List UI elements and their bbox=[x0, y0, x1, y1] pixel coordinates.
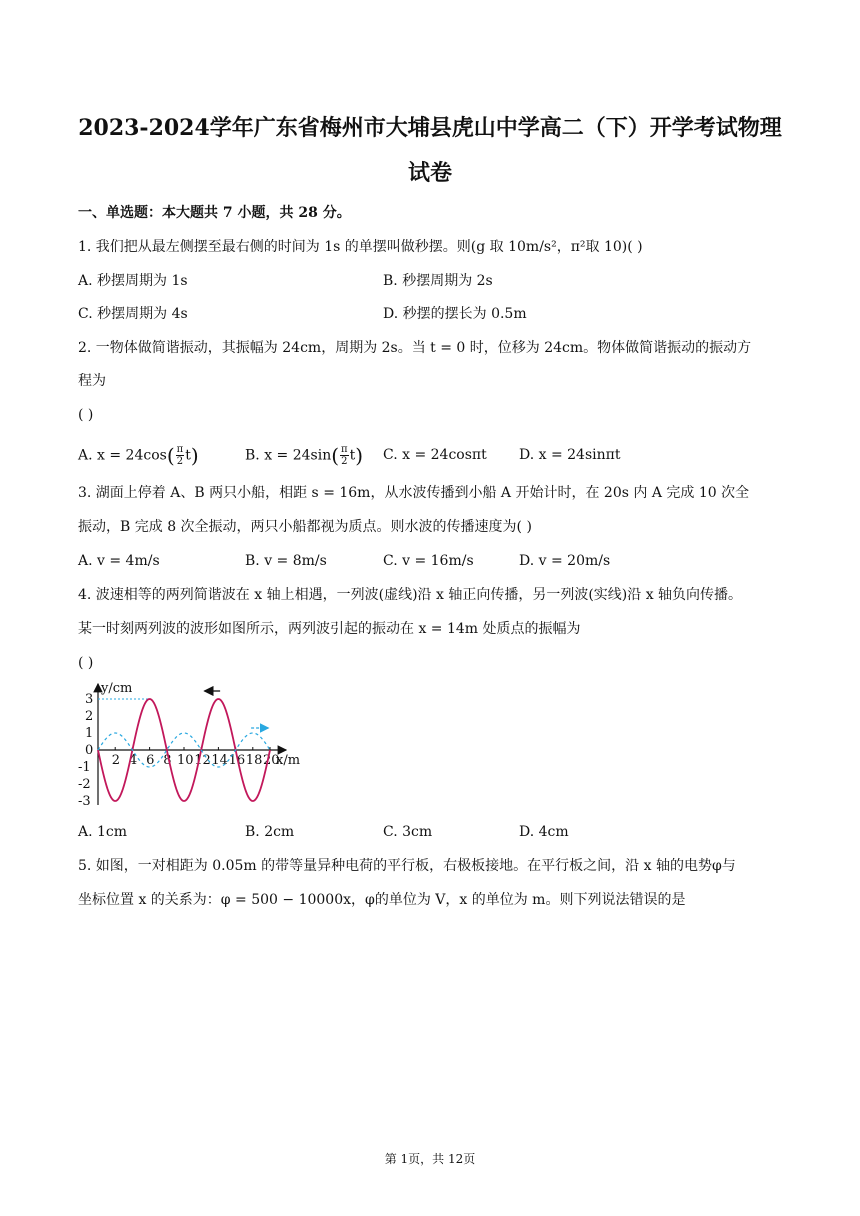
y-tick-label: -3 bbox=[78, 794, 91, 809]
q2-stem-line1: 2. 一物体做简谐振动，其振幅为 24cm，周期为 2s。当 t = 0 时，位移为 24cm。物体做简谐振动的振动方 bbox=[78, 340, 752, 356]
q3-option-d: D. v = 20m/s bbox=[519, 553, 611, 569]
q2-answer-paren: ( ) bbox=[78, 407, 94, 423]
q1-option-d: D. 秒摆的摆长为 0.5m bbox=[383, 306, 527, 322]
y-tick-label: -2 bbox=[78, 777, 91, 792]
y-tick-label: 2 bbox=[85, 709, 94, 724]
q3-stem-line2: 振动，B 完成 8 次全振动，两只小船都视为质点。则水波的传播速度为( ) bbox=[78, 519, 532, 535]
q5-stem-line2: 坐标位置 x 的关系为：φ = 500 − 10000x，φ的单位为 V，x 的单位为 m。则下列说法错误的是 bbox=[78, 892, 686, 908]
x-tick-label: 8 bbox=[163, 753, 172, 768]
x-tick-label: 12 bbox=[194, 753, 211, 768]
q4-option-c: C. 3cm bbox=[383, 824, 433, 840]
q4-answer-paren: ( ) bbox=[78, 655, 94, 671]
q3-option-c: C. v = 16m/s bbox=[383, 553, 474, 569]
q4-option-b: B. 2cm bbox=[245, 824, 295, 840]
x-tick-label: 2 bbox=[111, 753, 120, 768]
q1-option-a: A. 秒摆周期为 1s bbox=[78, 273, 188, 289]
x-tick-label: 16 bbox=[228, 753, 246, 768]
q1-option-b: B. 秒摆周期为 2s bbox=[383, 273, 493, 289]
q5-stem-line1: 5. 如图，一对相距为 0.05m 的带等量异种电荷的平行板，右极板接地。在平行板之间，沿 x 轴的电势φ与 bbox=[78, 858, 736, 874]
q3-stem-line1: 3. 湖面上停着 A、B 两只小船，相距 s = 16m，从水波传播到小船 A 开始计时，在 20s 内 A 完成 10 次全 bbox=[78, 485, 750, 501]
x-tick-label: 14 bbox=[211, 753, 228, 768]
exam-title-line1: 2023-2024学年广东省梅州市大埔县虎山中学高二（下）开学考试物理 bbox=[78, 115, 782, 141]
q2-option-b-text: B. x = 24sin bbox=[245, 447, 332, 464]
wave-chart bbox=[70, 678, 340, 812]
q4-stem-line1: 4. 波速相等的两列简谐波在 x 轴上相遇，一列波(虚线)沿 x 轴正向传播，另一列波(实线)沿 x 轴负向传播。 bbox=[78, 587, 743, 603]
q2-stem-line2: 程为 bbox=[78, 373, 106, 389]
page-footer: 第 1页，共 12页 bbox=[384, 1152, 476, 1166]
y-tick-label: 1 bbox=[85, 726, 94, 741]
x-tick-label: 6 bbox=[146, 753, 155, 768]
q4-stem-line2: 某一时刻两列波的波形如图所示，两列波引起的振动在 x = 14m 处质点的振幅为 bbox=[78, 621, 581, 637]
q2-option-d: D. x = 24sinπt bbox=[519, 447, 621, 463]
section-heading: 一、单选题：本大题共 7 小题，共 28 分。 bbox=[78, 205, 351, 221]
q2-option-a: A. x = 24cos( $\frac{\pi}{2}$ t) bbox=[78, 443, 199, 468]
q3-option-b: B. v = 8m/s bbox=[245, 553, 327, 569]
q1-stem: 1. 我们把从最左侧摆至最右侧的时间为 1s 的单摆叫做秒摆。则(g 取 10m/s²，π²取 10)( ) bbox=[78, 239, 643, 255]
q2-option-b: B. x = 24sin( $\frac{\pi}{2}$ t) bbox=[245, 443, 364, 468]
y-axis-label: y/cm bbox=[101, 681, 133, 696]
x-tick-label: 4 bbox=[128, 753, 138, 768]
exam-title-line2: 试卷 bbox=[407, 160, 452, 186]
q2-option-a-text: A. x = 24cos bbox=[78, 447, 167, 464]
pi-over-2-fraction: $\frac{\pi}{2}$ bbox=[176, 444, 184, 467]
x-tick-label: 10 bbox=[177, 753, 194, 768]
y-tick-label: 3 bbox=[85, 692, 94, 707]
y-tick-label: 0 bbox=[85, 743, 94, 758]
q4-option-a: A. 1cm bbox=[78, 824, 128, 840]
x-tick-label: 18 bbox=[245, 753, 263, 768]
x-tick-label: 20 bbox=[263, 753, 280, 768]
q2-option-c: C. x = 24cosπt bbox=[383, 447, 487, 463]
x-axis-label: x/m bbox=[276, 753, 301, 768]
y-tick-label: -1 bbox=[78, 760, 91, 775]
q4-option-d: D. 4cm bbox=[519, 824, 569, 840]
q3-option-a: A. v = 4m/s bbox=[78, 553, 160, 569]
q1-option-c: C. 秒摆周期为 4s bbox=[78, 306, 188, 322]
pi-over-2-fraction: $\frac{\pi}{2}$ bbox=[341, 444, 348, 467]
